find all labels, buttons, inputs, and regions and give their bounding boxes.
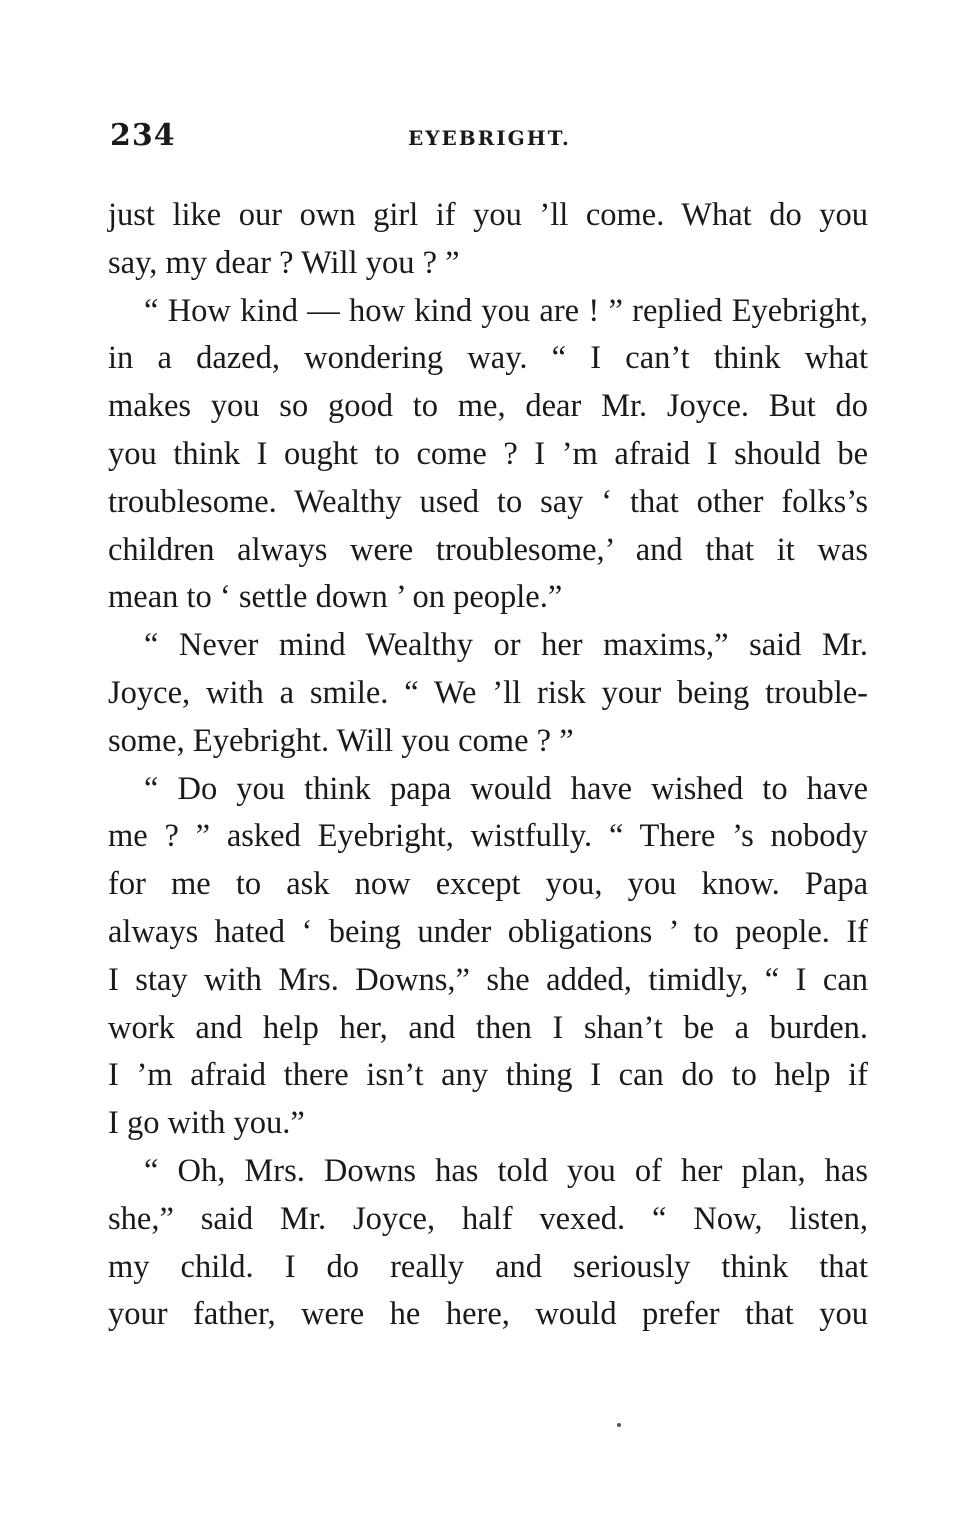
text-line: I ’m afraid there isn’t any thing I can do to help if bbox=[108, 1057, 868, 1094]
text-line: my child. I do really and seriously think that bbox=[108, 1248, 868, 1285]
ink-speck bbox=[617, 1423, 621, 1427]
text-line: “ Oh, Mrs. Downs has told you of her plan, has bbox=[144, 1152, 868, 1189]
text-line: “ How kind — how kind you are ! ” replied Eyebright, bbox=[144, 292, 868, 329]
text-line: your father, were he here, would prefer that you bbox=[108, 1296, 868, 1333]
text-line: I stay with Mrs. Downs,” she added, timidly, “ I can bbox=[108, 961, 868, 998]
text-line: makes you so good to me, dear Mr. Joyce. But do bbox=[108, 388, 868, 425]
page-number: 234 bbox=[110, 118, 176, 153]
text-line: I go with you.” bbox=[108, 1105, 305, 1142]
page-header bbox=[110, 118, 870, 158]
text-line: work and help her, and then I shan’t be a burden. bbox=[108, 1009, 868, 1046]
text-line: say, my dear ? Will you ? ” bbox=[108, 244, 460, 281]
text-line: she,” said Mr. Joyce, half vexed. “ Now, listen, bbox=[108, 1200, 868, 1237]
text-line: troublesome. Wealthy used to say ‘ that other folks’s bbox=[108, 483, 868, 520]
body-text bbox=[108, 192, 868, 1339]
text-line: for me to ask now except you, you know. Papa bbox=[108, 866, 868, 903]
text-line: some, Eyebright. Will you come ? ” bbox=[108, 722, 574, 759]
text-line: you think I ought to come ? I ’m afraid I should be bbox=[108, 435, 868, 472]
text-line: always hated ‘ being under obligations ’ to people. If bbox=[108, 913, 868, 950]
text-line: mean to ‘ settle down ’ on people.” bbox=[108, 579, 563, 616]
text-line: in a dazed, wondering way. “ I can’t think what bbox=[108, 340, 868, 377]
text-line: just like our own girl if you ’ll come. What do you bbox=[108, 197, 868, 233]
text-line: me ? ” asked Eyebright, wistfully. “ There ’s nobody bbox=[108, 818, 868, 855]
text-line: children always were troublesome,’ and that it was bbox=[108, 531, 868, 568]
text-line: “ Do you think papa would have wished to have bbox=[144, 770, 868, 807]
text-line: Joyce, with a smile. “ We ’ll risk your being trouble- bbox=[108, 674, 868, 711]
text-line: “ Never mind Wealthy or her maxims,” said Mr. bbox=[144, 627, 868, 664]
running-title: EYEBRIGHT. bbox=[408, 126, 571, 150]
